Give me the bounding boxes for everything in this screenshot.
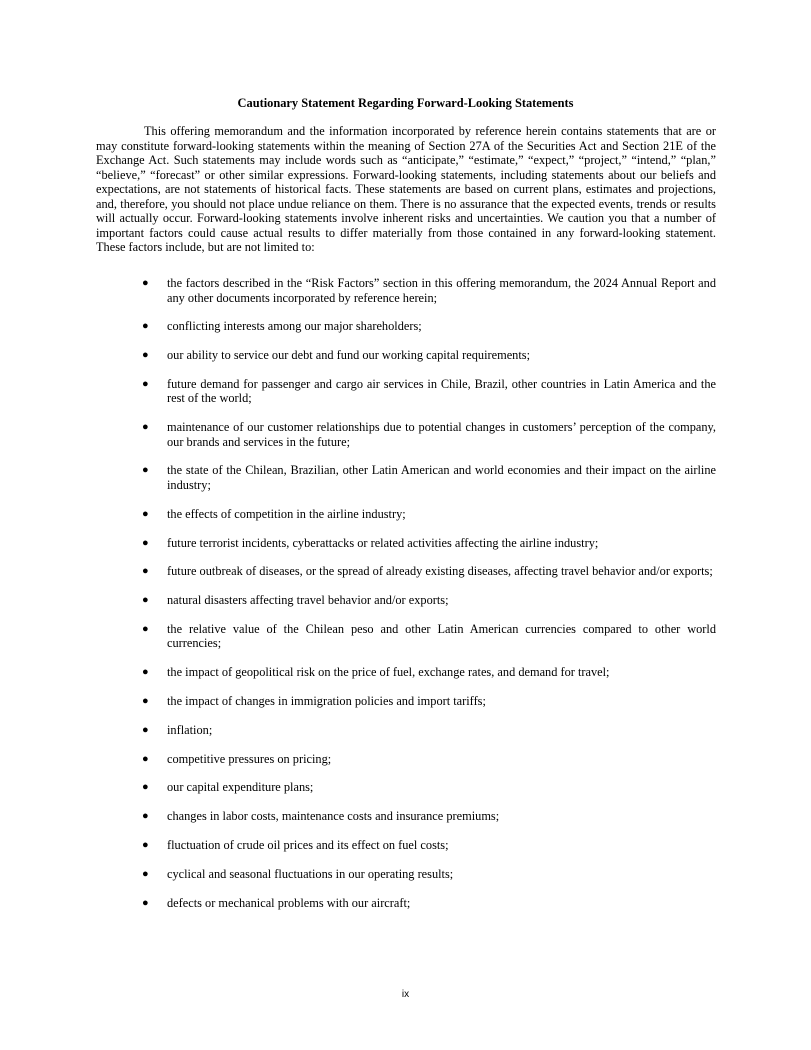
- bullet-icon: ●: [142, 695, 149, 708]
- list-item-text: defects or mechanical problems with our aircraft;: [167, 895, 411, 910]
- bullet-icon: ●: [142, 277, 149, 289]
- list-item: [0, 319, 716, 334]
- list-item: [0, 377, 716, 406]
- bullet-icon: ●: [142, 723, 149, 736]
- list-item: [0, 276, 716, 305]
- list-item-text: the impact of geopolitical risk on the price of fuel, exchange rates, and demand for travel;: [167, 665, 610, 680]
- bullet-icon: ●: [142, 810, 149, 823]
- list-item: [0, 752, 716, 767]
- list-item-text: fluctuation of crude oil prices and its effect on fuel costs;: [167, 838, 449, 853]
- bullet-icon: ●: [142, 867, 149, 880]
- list-item: [0, 507, 716, 522]
- page-number: ix: [401, 989, 410, 1000]
- list-item: [0, 564, 716, 579]
- list-item: [0, 463, 716, 492]
- bullet-icon: ●: [142, 421, 149, 434]
- list-item-text: competitive pressures on pricing;: [167, 751, 332, 766]
- section-title: Cautionary Statement Regarding Forward-Looking Statements: [237, 96, 574, 110]
- list-item-text: cyclical and seasonal fluctuations in our operating results;: [167, 866, 454, 881]
- bullet-icon: ●: [142, 507, 149, 520]
- list-item: [0, 838, 716, 853]
- bullet-icon: ●: [142, 565, 149, 578]
- intro-paragraph: This offering memorandum and the information incorporated by reference herein contains statements that are or may constitute forward-looking statements within the meaning of Section 27A of the Securities Act and Section 21E of the Exchange Act. Such statements may include words such as “anticipate,” “estimate,” “expect,” “project,” “intend,” “plan,” “believe,” “forecast” or other similar expressions. Forward-looking statements, including statements about our beliefs and expectations, are not statements of historical facts. These statements are based on current plans, estimates and projections, and, therefore, you should not place undue reliance on them. There is no assurance that the expected events, trends or results will actually occur. Forward-looking statements involve inherent risks and uncertainties. We caution you that a number of important factors could cause actual results to differ materially from those contained in any forward-looking statement. These factors include, but are not limited to:: [96, 124, 716, 254]
- list-item: [0, 896, 716, 911]
- list-item-text: future demand for passenger and cargo air services in Chile, Brazil, other countries in Latin America and the rest of the world;: [167, 376, 716, 406]
- list-item-text: the state of the Chilean, Brazilian, other Latin American and world economies and their impact on the airline industry;: [167, 463, 716, 492]
- list-item-text: the factors described in the “Risk Factors” section in this offering memorandum, the 2024 Annual Report and any other documents incorporated by reference herein;: [167, 276, 716, 305]
- bullet-icon: ●: [142, 781, 149, 794]
- list-item-text: changes in labor costs, maintenance costs and insurance premiums;: [167, 809, 500, 824]
- bullet-icon: ●: [142, 896, 149, 909]
- bullet-icon: ●: [142, 752, 149, 765]
- bullet-icon: ●: [142, 839, 149, 852]
- list-item: [0, 723, 716, 738]
- list-item-text: the relative value of the Chilean peso and other Latin American currencies compared to other world currencies;: [167, 621, 716, 651]
- list-item: [0, 867, 716, 882]
- bullet-icon: ●: [142, 666, 149, 679]
- bullet-icon: ●: [142, 320, 149, 333]
- bullet-icon: ●: [142, 594, 149, 607]
- bullet-icon: ●: [142, 464, 149, 477]
- list-item-text: the impact of changes in immigration policies and import tariffs;: [167, 694, 486, 709]
- list-item: [0, 593, 716, 608]
- risk-factor-list: [0, 276, 811, 924]
- list-item: [0, 809, 716, 824]
- list-item-text: maintenance of our customer relationships due to potential changes in customers’ perception of the company, our brands and services in the future;: [167, 420, 716, 449]
- list-item-text: future outbreak of diseases, or the spread of already existing diseases, affecting travel behavior and/or exports;: [167, 564, 713, 579]
- list-item-text: inflation;: [167, 722, 213, 737]
- list-item: [0, 665, 716, 680]
- list-item-text: natural disasters affecting travel behavior and/or exports;: [167, 593, 449, 608]
- list-item: [0, 348, 716, 363]
- list-item: [0, 536, 716, 551]
- list-item-text: our capital expenditure plans;: [167, 780, 314, 795]
- list-item-text: conflicting interests among our major shareholders;: [167, 319, 422, 334]
- list-item: [0, 780, 716, 795]
- list-item-text: our ability to service our debt and fund our working capital requirements;: [167, 348, 531, 363]
- list-item: [0, 420, 716, 449]
- list-item: [0, 694, 716, 709]
- list-item-text: the effects of competition in the airline industry;: [167, 506, 406, 521]
- bullet-icon: ●: [142, 349, 149, 362]
- list-item-text: future terrorist incidents, cyberattacks or related activities affecting the airline industry;: [167, 535, 599, 550]
- list-item: [0, 622, 716, 651]
- bullet-icon: ●: [142, 622, 149, 635]
- bullet-icon: ●: [142, 536, 149, 549]
- bullet-icon: ●: [142, 377, 149, 390]
